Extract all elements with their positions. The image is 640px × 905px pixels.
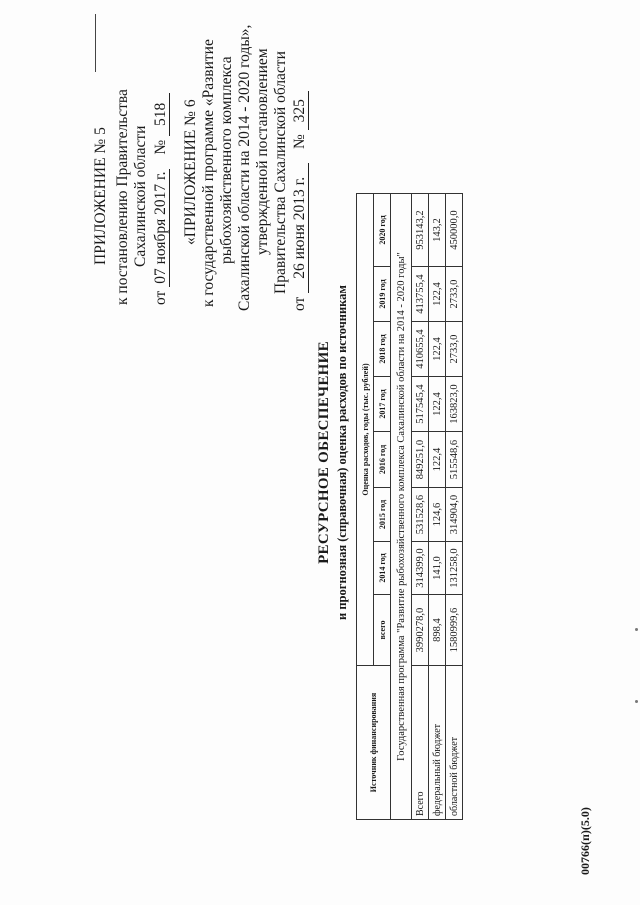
- column-header: 2017 год: [374, 377, 391, 432]
- row-label: областной бюджет: [446, 666, 463, 820]
- document-subtitle: и прогнозная (справочная) оценка расходов по источникам: [335, 285, 349, 620]
- program-row: [391, 194, 412, 820]
- cell-value: 314904,0: [446, 488, 463, 542]
- resource-table: [356, 193, 463, 820]
- cell-value: 141,0: [429, 542, 446, 595]
- prior-appendix-line: Сахалинской области на 2014 - 2020 годы»,: [236, 24, 253, 311]
- row-label: федеральный бюджет: [429, 666, 446, 820]
- cell-value: 163823,0: [446, 377, 463, 432]
- column-header: 2015 год: [374, 488, 391, 542]
- prior-appendix-line: к государственной программе «Развитие: [200, 39, 217, 307]
- cell-value: 122,4: [429, 377, 446, 432]
- document-code: 00766(п)(5.0): [578, 807, 592, 875]
- column-header: 2018 год: [374, 322, 391, 377]
- cell-value: 953143,2: [412, 194, 429, 267]
- prior-appendix-line: Правительства Сахалинской области: [272, 51, 289, 294]
- appendix-line: Сахалинской области: [132, 125, 149, 267]
- document-title: РЕСУРСНОЕ ОБЕСПЕЧЕНИЕ: [316, 341, 332, 564]
- cell-value: 122,4: [429, 267, 446, 322]
- column-header: всего: [374, 595, 391, 666]
- appendix-line: к постановлению Правительства: [114, 89, 131, 305]
- cell-value: 143,2: [429, 194, 446, 267]
- column-header: 2016 год: [374, 432, 391, 488]
- program-title: Государственная программа "Развитие рыбохозяйственного комплекса Сахалинской области на 2014 - 2020 годы": [391, 194, 412, 820]
- prior-appendix-date-line: от 26 июня 2013 г. № 325: [292, 91, 308, 311]
- cell-value: 3990278,0: [412, 595, 429, 666]
- cell-value: 131258,0: [446, 542, 463, 595]
- cell-value: 1580999,6: [446, 595, 463, 666]
- column-header: 2014 год: [374, 542, 391, 595]
- cell-value: 531528,6: [412, 488, 429, 542]
- prior-appendix-number: 325: [291, 91, 309, 130]
- table-header-row: [357, 194, 374, 820]
- prior-appendix-date: 26 июня 2013 г.: [291, 163, 309, 293]
- cell-value: 122,4: [429, 322, 446, 377]
- appendix-date-line: от 07 ноября 2017 г. № 518: [153, 93, 169, 305]
- column-header: 2019 год: [374, 267, 391, 322]
- cell-value: 124,6: [429, 488, 446, 542]
- estimate-header: Оценка расходов, годы (тыс. рублей): [357, 194, 374, 666]
- appendix-title: ПРИЛОЖЕНИЕ № 5: [92, 127, 109, 265]
- prior-appendix-line: утвержденной постановлением: [254, 48, 271, 255]
- cell-value: 898,4: [429, 595, 446, 666]
- source-header: Источник финансирования: [357, 666, 391, 820]
- prior-appendix-line: «ПРИЛОЖЕНИЕ № 6: [182, 99, 199, 245]
- cell-value: 413755,4: [412, 267, 429, 322]
- cell-value: 2733,0: [446, 267, 463, 322]
- cell-value: 122,4: [429, 432, 446, 488]
- table-row: [412, 194, 429, 820]
- cell-value: 2733,0: [446, 322, 463, 377]
- cell-value: 515548,6: [446, 432, 463, 488]
- prior-appendix-line: рыбохозяйственного комплекса: [218, 56, 235, 264]
- appendix-number: 518: [152, 93, 170, 136]
- table-row: [446, 194, 463, 820]
- appendix-date: 07 ноября 2017 г.: [152, 169, 170, 287]
- cell-value: 314399,0: [412, 542, 429, 595]
- row-label: Всего: [412, 666, 429, 820]
- table-row: [429, 194, 446, 820]
- column-header: 2020 год: [374, 194, 391, 267]
- cell-value: 517545,4: [412, 377, 429, 432]
- cell-value: 450000,0: [446, 194, 463, 267]
- cell-value: 849251,0: [412, 432, 429, 488]
- cell-value: 410655,4: [412, 322, 429, 377]
